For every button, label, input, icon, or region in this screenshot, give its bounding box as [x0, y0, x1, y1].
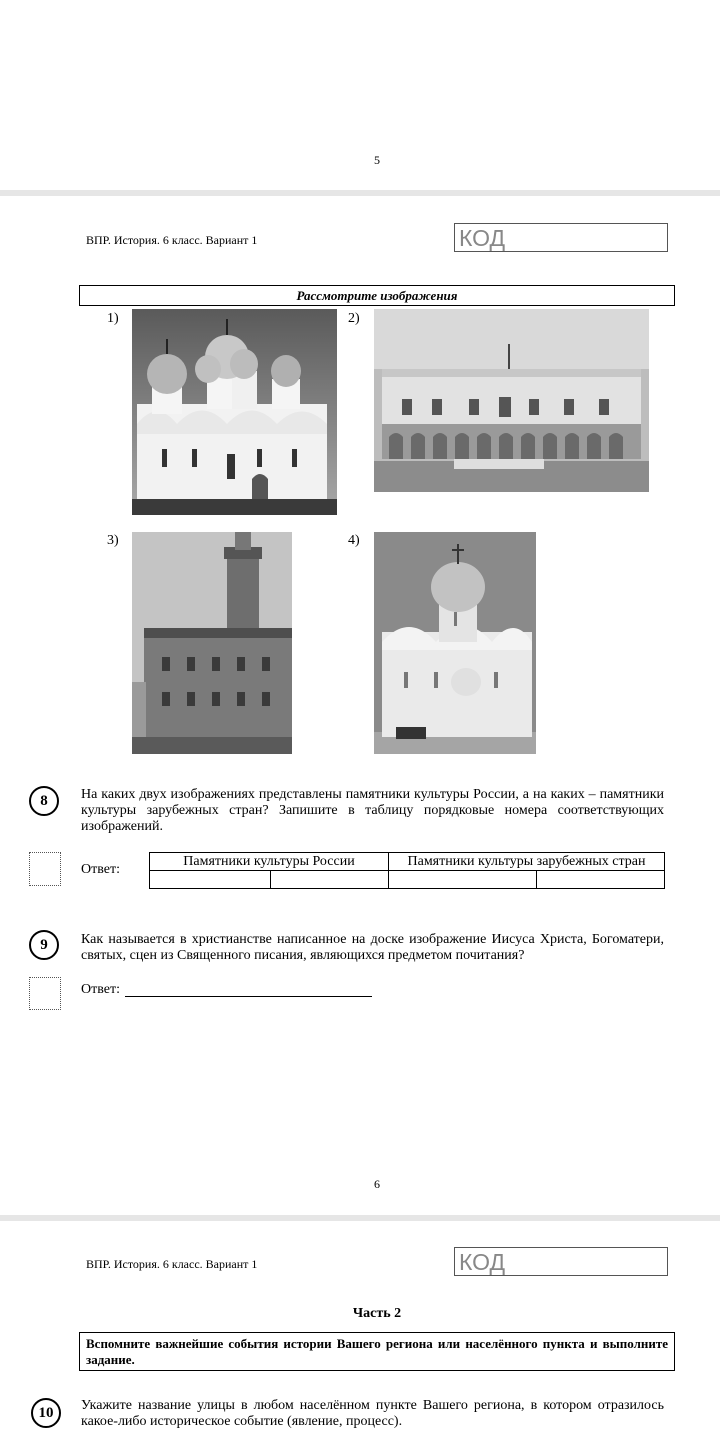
image-number-1: 1): [107, 311, 119, 326]
kod-field: КОД: [454, 223, 668, 252]
page-header: ВПР. История. 6 класс. Вариант 1: [86, 233, 258, 247]
image-sofia-cathedral: [132, 309, 337, 515]
task-8-answer-table: [149, 852, 665, 889]
kod-field-2: КОД: [454, 1247, 668, 1276]
task-8-number: 8: [29, 786, 59, 816]
page-header-2: ВПР. История. 6 класс. Вариант 1: [86, 1257, 258, 1271]
task-9-score-box: [29, 977, 61, 1010]
page-number-top: 5: [374, 153, 380, 167]
table-header-foreign: Памятники культуры зарубежных стран: [389, 853, 665, 871]
answer-cell-2[interactable]: [271, 871, 389, 889]
page-separator: [0, 190, 720, 196]
task-8-score-box: [29, 852, 61, 886]
task-9-question: Как называется в христианстве написанное на доске изображение Иисуса Христа, Богоматери, святых, сцен из Священного писания, являющихся предметом почитания?: [81, 932, 664, 963]
image-number-3: 3): [107, 533, 119, 548]
image-palazzo-vecchio: [132, 532, 292, 754]
task-9-answer-line[interactable]: [125, 980, 372, 997]
task-10-question: Укажите название улицы в любом населённом пункте Вашего региона, в котором отразилось какое-либо историческое событие (явление, процесс).: [81, 1398, 664, 1429]
answer-cell-3[interactable]: [389, 871, 537, 889]
image-number-4: 4): [348, 533, 360, 548]
answer-cell-4[interactable]: [537, 871, 665, 889]
task-9-number: 9: [29, 930, 59, 960]
section-title: Рассмотрите изображения: [79, 285, 675, 306]
image-doges-palace: [374, 309, 649, 492]
task-8-answer-label: Ответ:: [81, 862, 120, 877]
task-9-answer-label: Ответ:: [81, 982, 120, 997]
page-separator-2: [0, 1215, 720, 1221]
page-number: 6: [374, 1177, 380, 1191]
instruction-box: Вспомните важнейшие события истории Вашего региона или населённого пункта и выполните задание.: [79, 1332, 675, 1371]
task-8-question: На каких двух изображениях представлены памятники культуры России, а на каких – памятники культуры зарубежных стран? Запишите в таблицу порядковые номера соответствующих изображений.: [81, 787, 664, 834]
part-title: Часть 2: [352, 1306, 402, 1321]
image-nereditsa-church: [374, 532, 536, 754]
task-10-number: 10: [31, 1398, 61, 1428]
table-header-russia: Памятники культуры России: [150, 853, 389, 871]
image-number-2: 2): [348, 311, 360, 326]
answer-cell-1[interactable]: [150, 871, 271, 889]
